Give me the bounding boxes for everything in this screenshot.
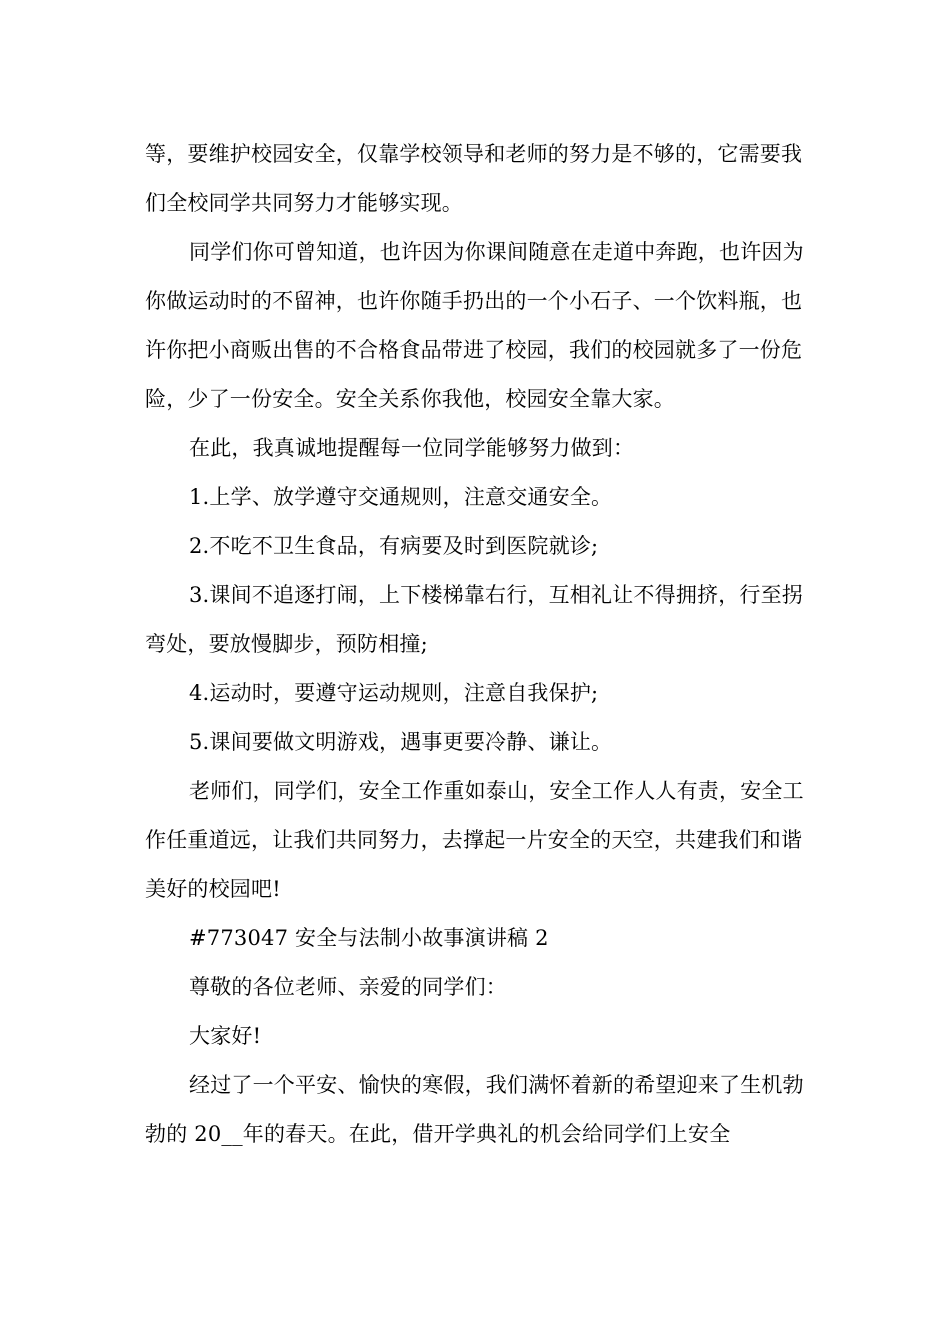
paragraph-closing: 老师们，同学们，安全工作重如泰山，安全工作人人有责，安全工作任重道远，让我们共同努力，去撑起一片安全的天空，共建我们和谐美好的校园吧!	[145, 779, 804, 901]
list-item-3: 3.课间不追逐打闹，上下楼梯靠右行，互相礼让不得拥挤，行至拐弯处，要放慢脚步，预防相撞;	[145, 583, 804, 656]
document-page	[145, 130, 809, 1159]
list-item-2: 2.不吃不卫生食品，有病要及时到医院就诊;	[189, 534, 599, 558]
list-item-4: 4.运动时，要遵守运动规则，注意自我保护;	[189, 681, 599, 705]
salutation: 尊敬的各位老师、亲爱的同学们：	[189, 975, 507, 999]
list-item-1: 1.上学、放学遵守交通规则，注意交通安全。	[189, 485, 613, 509]
paragraph-1: 等，要维护校园安全，仅靠学校领导和老师的努力是不够的，它需要我们全校同学共同努力才能够实现。	[145, 142, 803, 215]
greeting: 大家好!	[189, 1024, 262, 1048]
paragraph-2: 同学们你可曾知道，也许因为你课间随意在走道中奔跑，也许因为你做运动时的不留神，也许你随手扔出的一个小石子、一个饮料瓶，也许你把小商贩出售的不合格食品带进了校园，我们的校园就多了一份危险，少了一份安全。安全关系你我他，校园安全靠大家。	[145, 240, 804, 411]
list-item-5: 5.课间要做文明游戏，遇事更要冷静、谦让。	[189, 730, 613, 754]
section-heading: #773047 安全与法制小故事演讲稿 2	[189, 926, 549, 950]
paragraph-3: 在此，我真诚地提醒每一位同学能够努力做到：	[189, 436, 635, 460]
paragraph-speech-intro: 经过了一个平安、愉快的寒假，我们满怀着新的希望迎来了生机勃勃的 20__年的春天。在此，借开学典礼的机会给同学们上安全	[145, 1073, 804, 1146]
